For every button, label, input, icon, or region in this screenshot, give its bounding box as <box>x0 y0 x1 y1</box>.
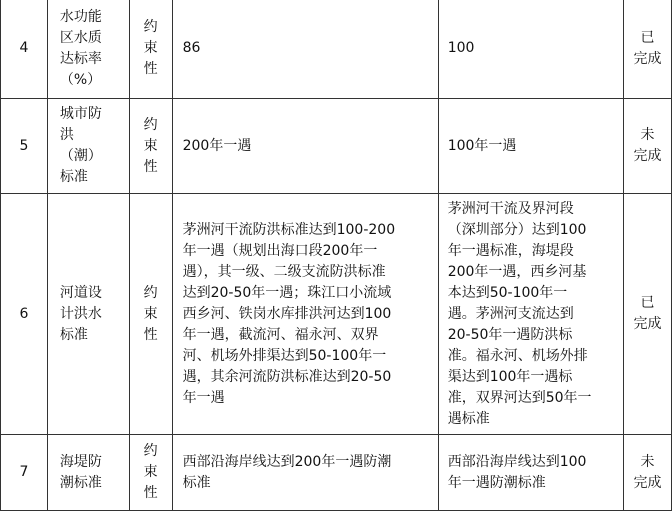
baseline-value: 200年一遇 <box>172 99 438 194</box>
indicator-type: 约 束 性 <box>129 435 172 511</box>
target-value: 西部沿海岸线达到100 年一遇防潮标准 <box>438 435 623 511</box>
target-value: 100 <box>438 0 623 99</box>
indicator-name: 水功能 区水质 达标率 （%） <box>47 0 129 99</box>
indicator-type: 约 束 性 <box>129 99 172 194</box>
completion-status: 未 完成 <box>624 435 672 511</box>
baseline-value: 茅洲河干流防洪标准达到100-200 年一遇（规划出海口段200年一 遇），其一级、二级支流防洪标准 达到20-50年一遇；珠江口小流域 西乡河、铁岗水库排洪河达到100 年一遇，截流河、福永河、双界 河、机场外排渠达到50-100年一 遇，其余河流防洪标准达到20-50 年一遇 <box>172 194 438 435</box>
indicator-type: 约 束 性 <box>129 194 172 435</box>
target-value: 100年一遇 <box>438 99 623 194</box>
row-number: 5 <box>1 99 48 194</box>
indicator-name: 海堤防 潮标准 <box>47 435 129 511</box>
target-value: 茅洲河干流及界河段 （深圳部分）达到100 年一遇标准，海堤段 200年一遇，西乡河基 本达到50-100年一 遇。茅洲河支流达到 20-50年一遇防洪标 准。福永河、机场外排 渠达到100年一遇标 准，双界河达到50年一 遇标准 <box>438 194 623 435</box>
completion-status: 未 完成 <box>624 99 672 194</box>
baseline-value: 西部沿海岸线达到200年一遇防潮 标准 <box>172 435 438 511</box>
table-row <box>1 0 672 99</box>
table-row <box>1 99 672 194</box>
table-row <box>1 194 672 435</box>
row-number: 7 <box>1 435 48 511</box>
indicator-name: 河道设 计洪水 标准 <box>47 194 129 435</box>
row-number: 6 <box>1 194 48 435</box>
row-number: 4 <box>1 0 48 99</box>
completion-status: 已 完成 <box>624 0 672 99</box>
indicator-name: 城市防 洪 （潮） 标准 <box>47 99 129 194</box>
table-row <box>1 435 672 511</box>
indicator-type: 约 束 性 <box>129 0 172 99</box>
baseline-value: 86 <box>172 0 438 99</box>
completion-status: 已 完成 <box>624 194 672 435</box>
